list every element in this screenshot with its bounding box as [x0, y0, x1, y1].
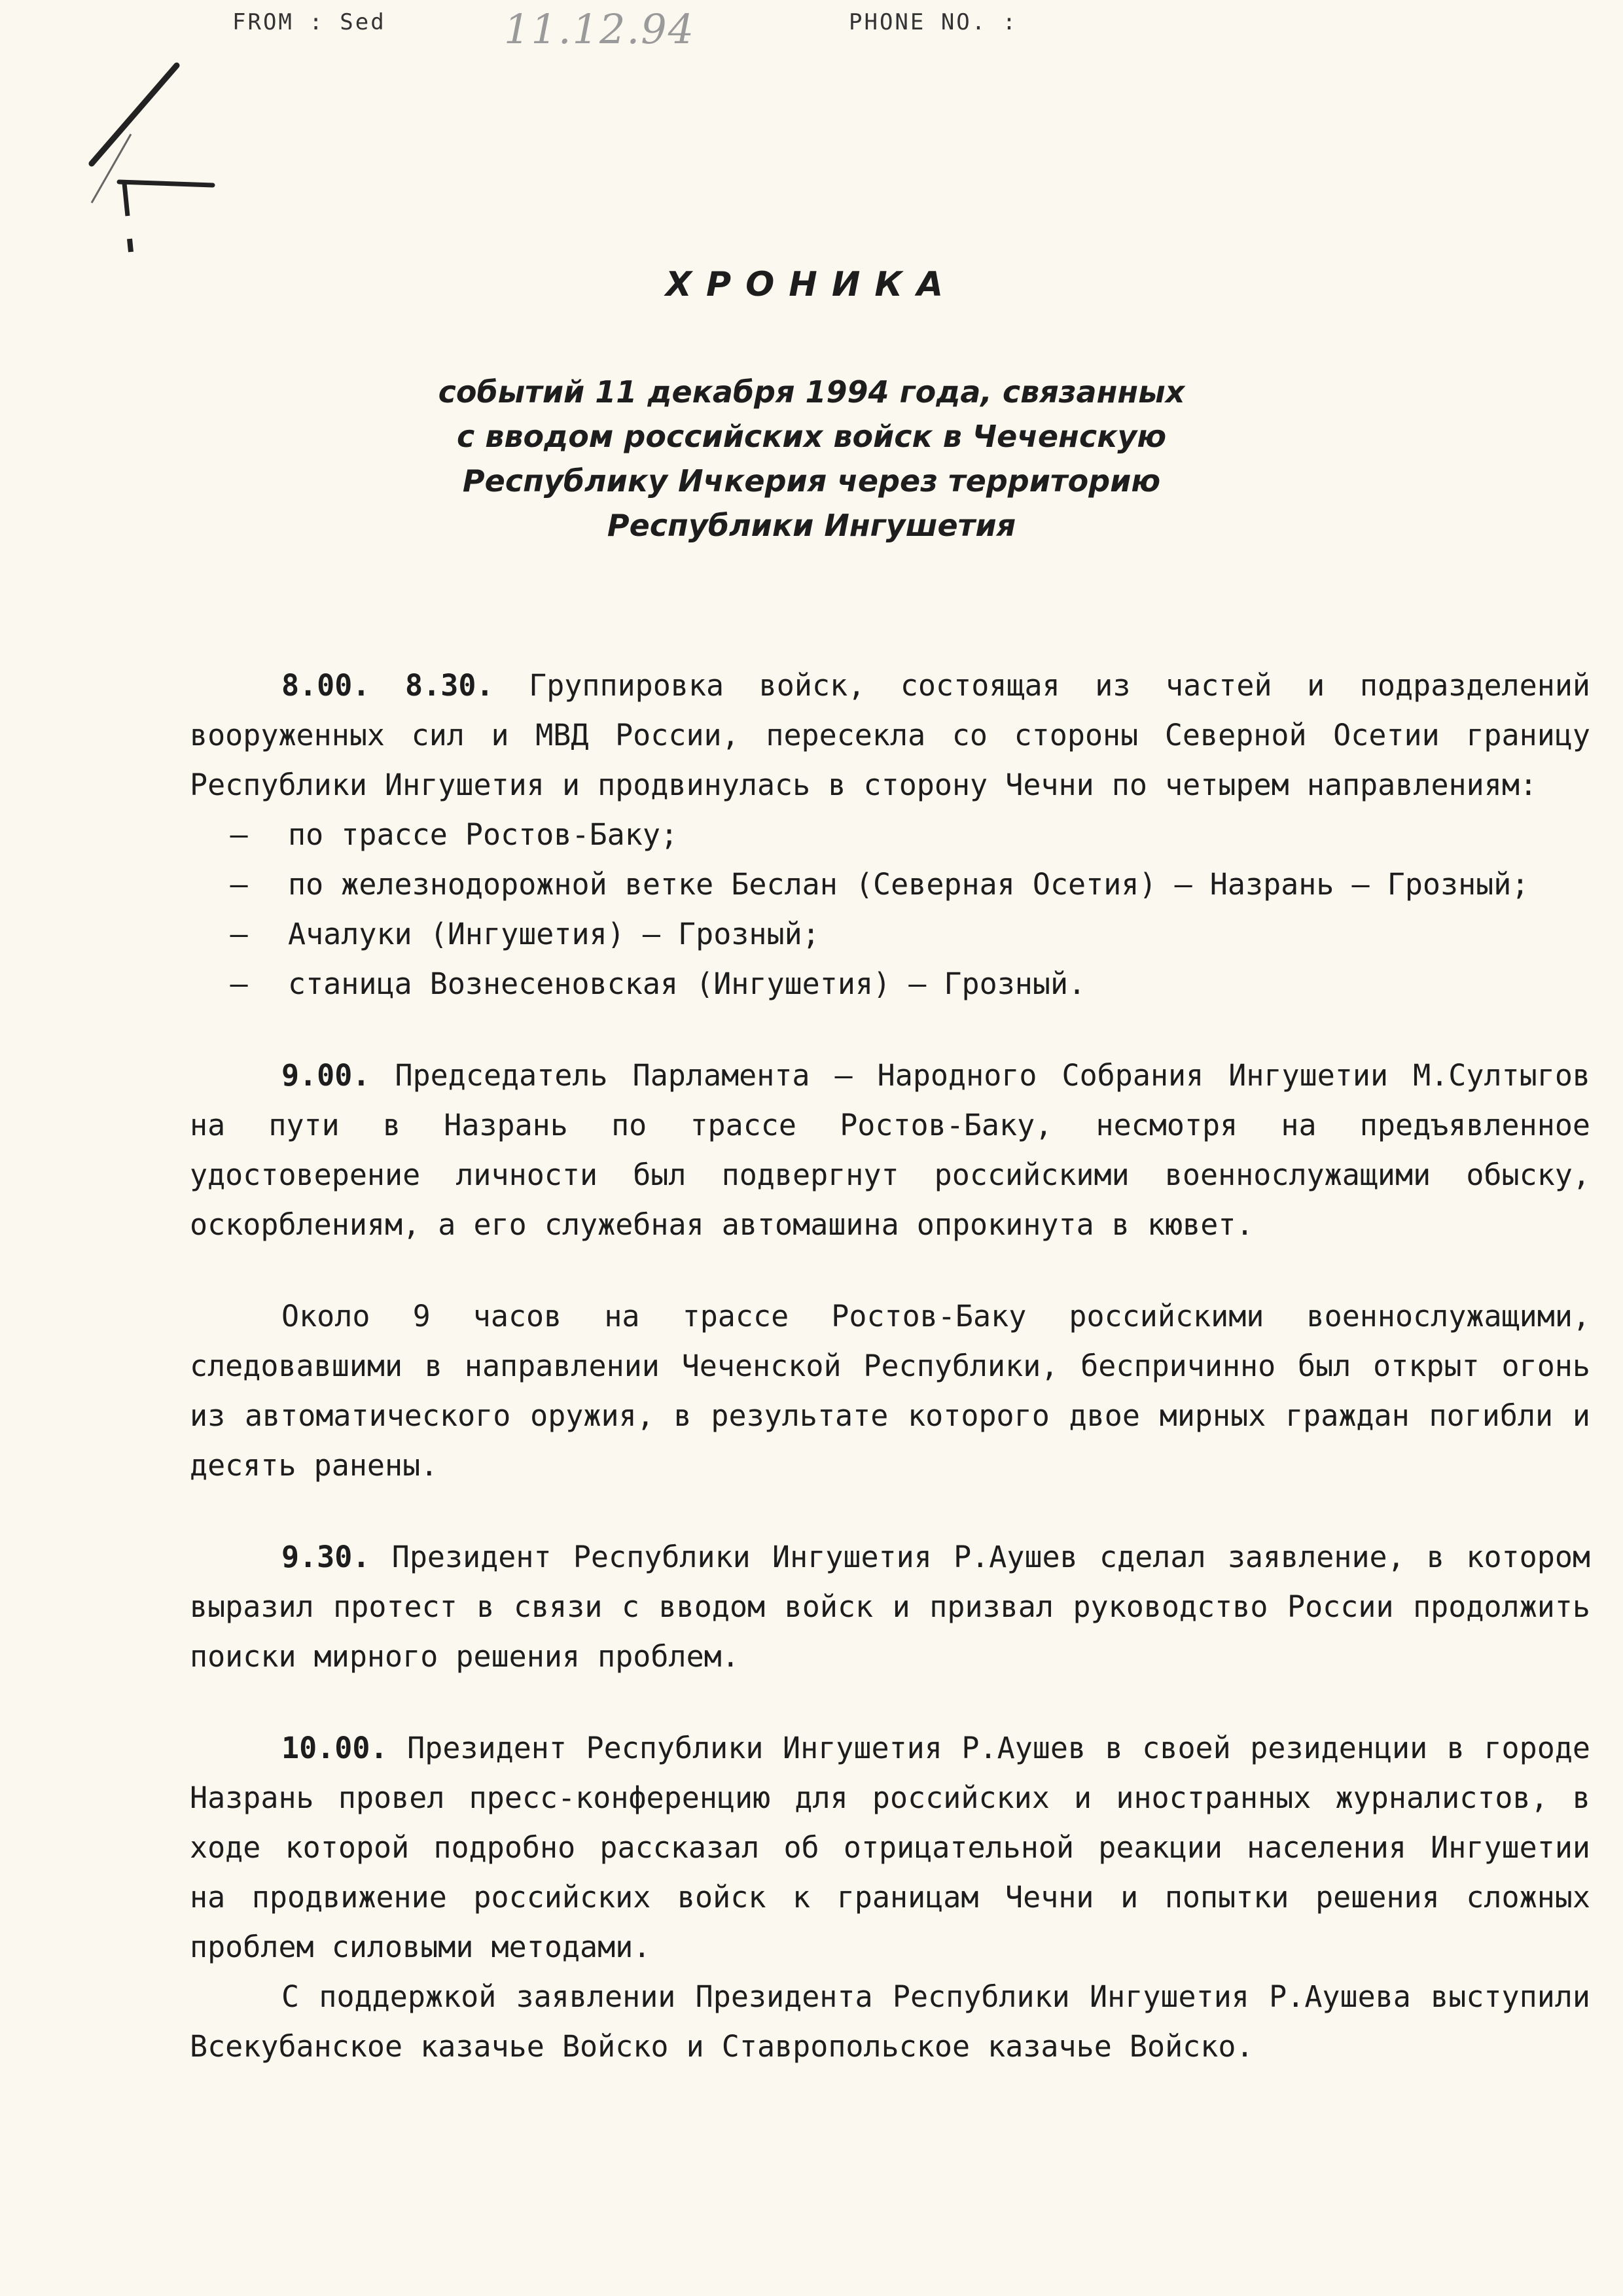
entry-text: Президент Республики Ингушетия Р.Аушев сделал заявление, в котором выразил протест в связи с вводом войск и призвал руководство России продолжить поиски мирного решения проблем.: [190, 1540, 1591, 1674]
entry-text: Председатель Парламента – Народного Собрания Ингушетии М.Султыгов на пути в Назрань по трассе Ростов-Баку, несмотря на предъявленное удостоверение личности был подвергнут российскими военнослужащими обыску, оскорблениям, а его служебная автомашина опрокинута в кювет.: [190, 1058, 1591, 1242]
chronicle-entry: [190, 1292, 1590, 1491]
subtitle-line: событий 11 декабря 1994 года, связанных: [438, 374, 1185, 410]
entry-time: 9.00.: [281, 1058, 370, 1093]
chronicle-entry: [190, 1972, 1590, 2072]
fax-header-phone: PHONE NO. :: [849, 9, 1018, 35]
document-body: [190, 661, 1590, 2113]
chronicle-entry: [190, 661, 1590, 810]
subtitle-line: Республику Ичкерия через территорию: [462, 463, 1161, 499]
directions-list: [190, 810, 1590, 1009]
fax-header-from: FROM : Sed: [232, 9, 386, 35]
entry-time: 10.00.: [281, 1731, 388, 1765]
entry-text: Группировка войск, состоящая из частей и подразделений вооруженных сил и МВД России, пересекла со стороны Северной Осетии границу Республики Ингушетия и продвинулась в сторону Чечни по четырем направлениям:: [190, 668, 1591, 802]
entry-text: С поддержкой заявлении Президента Республики Ингушетия Р.Аушева выступили Всекубанское казачье Войско и Ставропольское казачье Войско.: [190, 1979, 1590, 2064]
document-subtitle: [0, 370, 1623, 548]
direction-item: – Ачалуки (Ингушетия) – Грозный;: [230, 917, 820, 951]
entry-text: Около 9 часов на трассе Ростов-Баку российскими военнослужащими, следовавшими в направлении Чеченской Республики, беспричинно был открыт огонь из автоматического оружия, в результате которого двое мирных граждан погибли и десять ранены.: [190, 1299, 1590, 1483]
pen-mark-icon: [65, 52, 236, 262]
chronicle-entry: [190, 1051, 1590, 1250]
chronicle-entry: [190, 1532, 1590, 1682]
subtitle-line: Республики Ингушетия: [607, 508, 1016, 543]
entry-text: Президент Республики Ингушетия Р.Аушев в своей резиденции в городе Назрань провел пресс-конференцию для российских и иностранных журналистов, в ходе которой подробно рассказал об отрицательной реакции населения Ингушетии на продвижение российских войск к границам Чечни и попытки решения сложных проблем силовыми методами.: [190, 1731, 1591, 1964]
direction-item: – станица Вознесеновская (Ингушетия) – Грозный.: [230, 966, 1086, 1001]
direction-item: – по железнодорожной ветке Беслан (Северная Осетия) – Назрань – Грозный;: [230, 867, 1529, 902]
subtitle-line: с вводом российских войск в Чеченскую: [456, 419, 1167, 454]
entry-time: 9.30.: [281, 1540, 370, 1574]
chronicle-entry: [190, 1723, 1590, 1972]
document-title: ХРОНИКА: [665, 265, 958, 304]
entry-time: 8.00. 8.30.: [281, 668, 494, 703]
direction-item: – по трассе Ростов-Баку;: [230, 817, 679, 852]
handwritten-date: 11.12.94: [504, 5, 696, 53]
